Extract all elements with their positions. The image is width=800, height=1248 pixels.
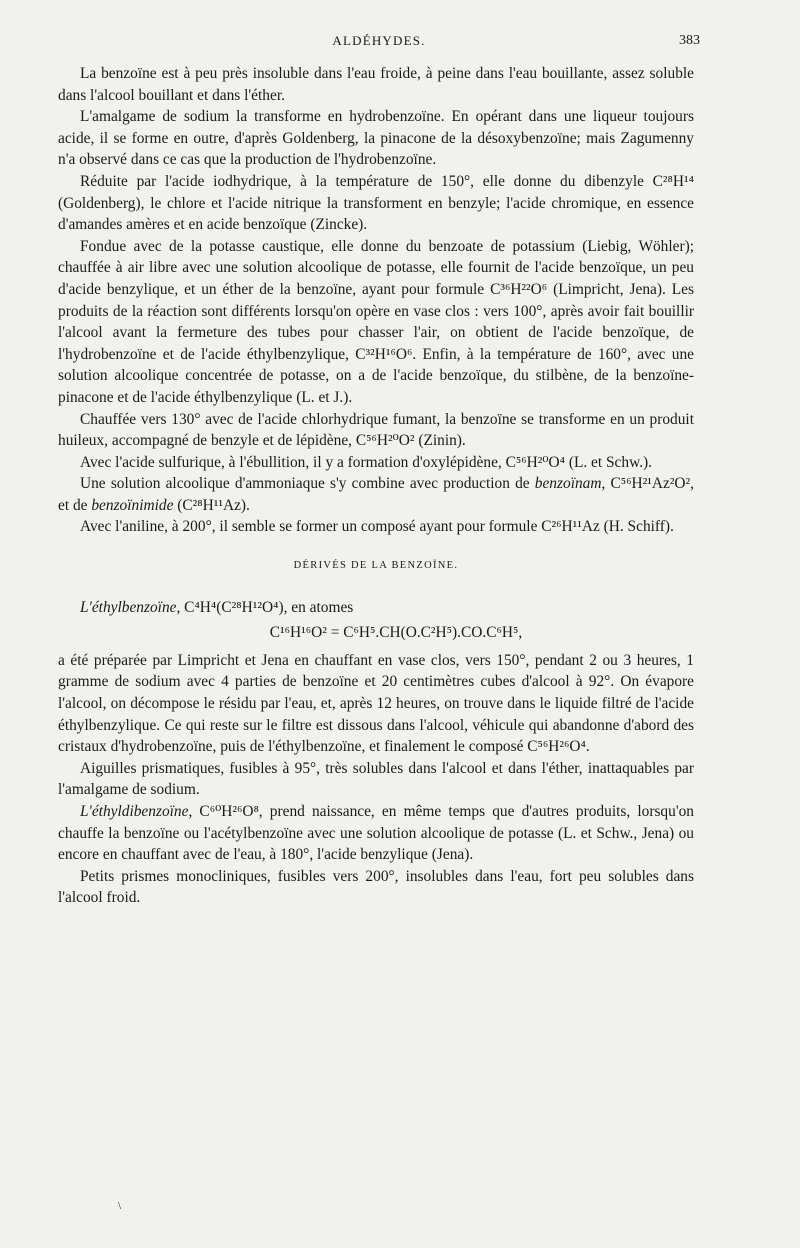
chemical-formula: C¹⁶H¹⁶O² = C⁶H⁵.CH(O.C²H⁵).CO.C⁶H⁵, [269, 624, 523, 642]
paragraph: Chauffée vers 130° avec de l'acide chlorhydrique fumant, la benzoïne se transforme en un produit huileux, accompagné de benzyle et de lépidène, C⁵⁶H²⁰O² (Zinin). [58, 410, 694, 450]
paragraph: L'éthyldibenzoïne, C⁶⁰H²⁶O⁸, prend naissance, en même temps que d'autres produits, lorsqu'on chauffe la benzoïne ou l'acétylbenzoïne avec une solution alcoolique de potasse (L. et Schw., Jena) ou encore en chauffant avec de l'eau, à 180°, l'acide benzylique (Jena). [58, 803, 694, 864]
paragraph: Une solution alcoolique d'ammoniaque s'y combine avec production de benzoïnam, C⁵⁶H²¹Az²O², et de benzoïnimide (C²⁸H¹¹Az). [58, 475, 694, 514]
paragraph: Fondue avec de la potasse caustique, elle donne du benzoate de potassium (Liebig, Wöhler); chauffée à air libre avec une solution alcoolique de potasse, elle fournit de l'acide benzoïque, un peu d'acide benzylique, et un éther de la benzoïne, ayant pour formule C³⁶H²²O⁶ (Limpricht, Jena). Les produits de la réaction sont différents lorsqu'on opère en vase clos : vers 100°, après avoir fait bouillir l'alcool avant la fermeture des tubes pour chasser l'air, on obtient de l'acide benzoïque, de l'hydrobenzoïne et de l'acide éthylbenzylique, C³²H¹⁶O⁶. Enfin, à la température de 160°, avec une solution alcoolique concentrée de potasse, on a de l'acide benzoïque, du stilbène, de la benzoïne-pinacone et de l'acide éthylbenzylique (L. et J.). [58, 237, 694, 406]
page-number: 383 [679, 33, 700, 48]
body-text [58, 63, 694, 909]
section-title: DÉRIVÉS DE LA BENZOÏNE. [293, 560, 459, 572]
paragraph: Petits prismes monocliniques, fusibles vers 200°, insolubles dans l'eau, fort peu solubles dans l'alcool froid. [58, 867, 694, 907]
paragraph: Avec l'acide sulfurique, à l'ébullition, il y a formation d'oxylépidène, C⁵⁶H²⁰O⁴ (L. et Schw.). [80, 453, 653, 471]
paragraph: L'amalgame de sodium la transforme en hydrobenzoïne. En opérant dans une liqueur toujours acide, il se forme en outre, d'après Goldenberg, la pinacone de la désoxybenzoïne; mais Zagumenny n'a observé dans ce cas que la production de l'hydrobenzoïne. [58, 108, 694, 169]
paragraph: La benzoïne est à peu près insoluble dans l'eau froide, à peine dans l'eau bouillante, assez soluble dans l'alcool bouillant et dans l'éther. [58, 65, 694, 104]
derivative-intro: L'éthylbenzoïne, C⁴H⁴(C²⁸H¹²O⁴), en atomes [80, 598, 354, 616]
stray-mark: \ [118, 1200, 122, 1212]
paragraph: Aiguilles prismatiques, fusibles à 95°, très solubles dans l'alcool et dans l'éther, inattaquables par l'amalgame de sodium. [58, 759, 694, 799]
paragraph: Avec l'aniline, à 200°, il semble se former un composé ayant pour formule C²⁶H¹¹Az (H. Schiff). [80, 518, 674, 536]
paragraph: Réduite par l'acide iodhydrique, à la température de 150°, elle donne du dibenzyle C²⁸H¹⁴ (Goldenberg), le chlore et l'acide nitrique la transforment en benzyle; l'acide chromique, en essence d'amandes amères et en acide benzoïque (Zincke). [58, 172, 694, 234]
running-title: ALDÉHYDES. [332, 33, 426, 48]
page-header [58, 33, 700, 55]
paragraph: a été préparée par Limpricht et Jena en chauffant en vase clos, vers 150°, pendant 2 ou 3 heures, 1 gramme de sodium avec 4 parties de benzoïne et 20 centimètres cubes d'alcool à 92°. On évapore l'alcool, on décompose le résidu par l'eau, et, après 12 heures, on trouve dans le liquide filtré de l'acide éthylbenzylique. Ce qui reste sur le filtre est dissous dans l'alcool, véhicule qui abandonne d'abord des cristaux d'hydrobenzoïne, puis de l'éthylbenzoïne, et finalement le composé C⁵⁶H²⁶O⁴. [58, 651, 694, 756]
